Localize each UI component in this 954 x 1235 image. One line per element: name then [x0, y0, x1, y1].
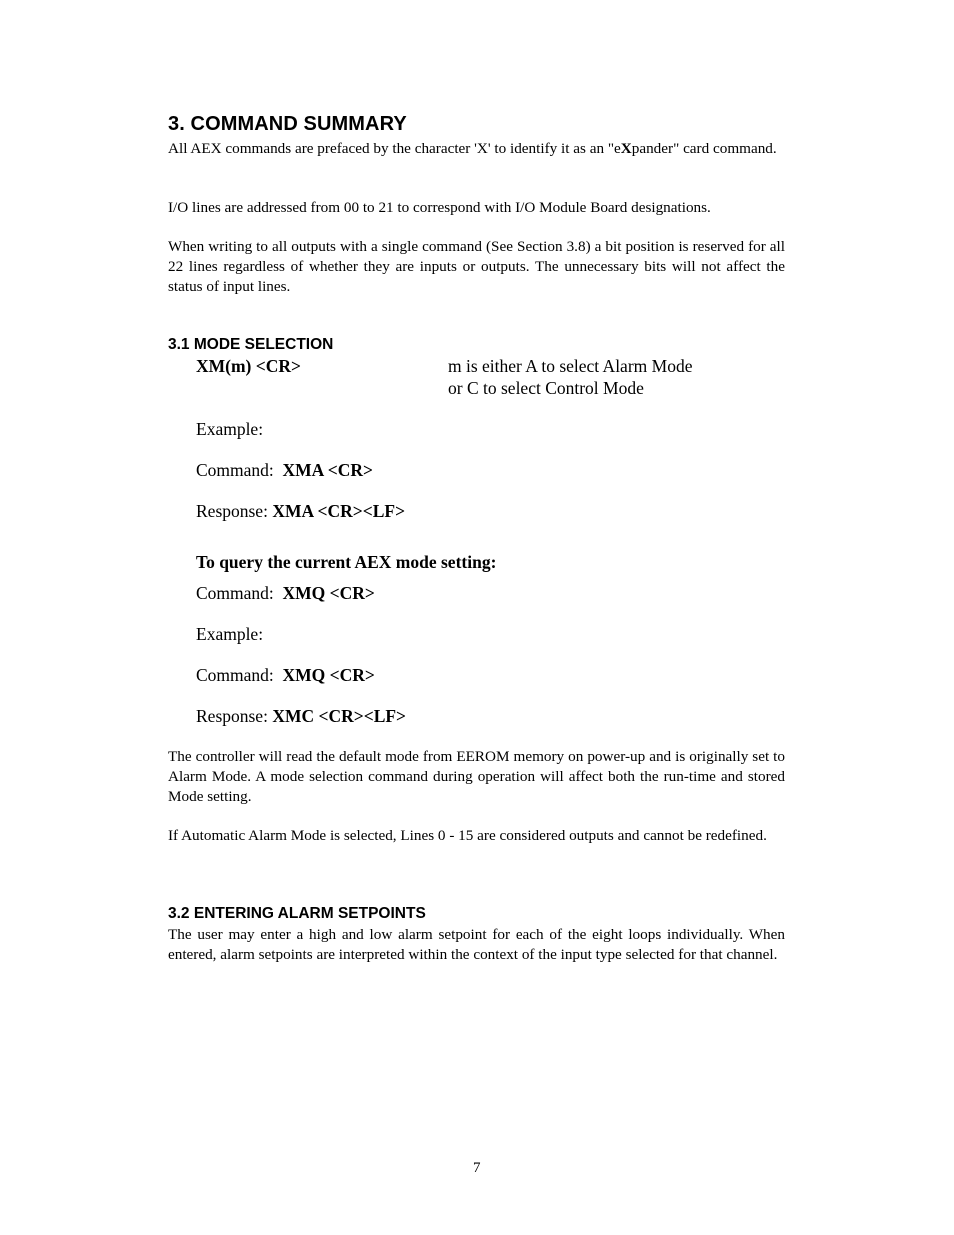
command-label: Command: — [196, 583, 274, 603]
command-value: XMQ <CR> — [282, 665, 375, 685]
response-value: XMA <CR><LF> — [272, 501, 406, 521]
mode-desc-line-1: m is either A to select Alarm Mode — [448, 356, 693, 376]
response-value: XMC <CR><LF> — [272, 706, 407, 726]
section-heading-mode-selection: 3.1 MODE SELECTION — [168, 336, 334, 353]
example2-response-row — [196, 706, 406, 727]
command-label: Command: — [196, 460, 274, 480]
mode-command-syntax: XM(m) <CR> — [196, 356, 301, 376]
response-label: Response: — [196, 501, 268, 521]
query-subheading: To query the current AEX mode setting: — [196, 552, 497, 572]
io-lines-paragraph: I/O lines are addressed from 00 to 21 to correspond with I/O Module Board designations. — [168, 199, 711, 216]
intro-text-after: pander" card command. — [631, 140, 777, 157]
setpoints-paragraph: The user may enter a high and low alarm setpoint for each of the eight loops individually. When entered, alarm setpoints are interpreted within the context of the input type selected for that channel. — [168, 926, 785, 963]
command-value: XMQ <CR> — [282, 583, 375, 603]
eerom-paragraph: The controller will read the default mode from EEROM memory on power-up and is originally set to Alarm Mode. A mode selection command during operation will affect both the run-time and stored Mode setting. — [168, 748, 785, 805]
example-label: Example: — [196, 419, 264, 439]
page-number: 7 — [473, 1160, 481, 1176]
example1-command-row — [196, 460, 373, 481]
command-label: Command: — [196, 665, 274, 685]
alarm-mode-paragraph: If Automatic Alarm Mode is selected, Lines 0 - 15 are considered outputs and cannot be redefined. — [168, 827, 767, 844]
intro-text-before: All AEX commands are prefaced by the character 'X' to identify it as an "e — [168, 140, 621, 157]
response-label: Response: — [196, 706, 268, 726]
command-value: XMA <CR> — [282, 460, 373, 480]
bit-position-paragraph: When writing to all outputs with a single command (See Section 3.8) a bit position is reserved for all 22 lines regardless of whether they are inputs or outputs. The unnecessary bits will not affect the status of input lines. — [168, 238, 785, 295]
query-command-row — [196, 583, 375, 604]
mode-desc-line-2: or C to select Control Mode — [448, 378, 644, 398]
section-heading-alarm-setpoints: 3.2 ENTERING ALARM SETPOINTS — [168, 905, 426, 922]
example1-response-row — [196, 501, 405, 522]
example-label: Example: — [196, 624, 264, 644]
intro-paragraph — [168, 139, 785, 159]
intro-text-bold-x: X — [620, 140, 632, 157]
example2-command-row — [196, 665, 375, 686]
section-heading-command-summary: 3. COMMAND SUMMARY — [168, 113, 407, 135]
